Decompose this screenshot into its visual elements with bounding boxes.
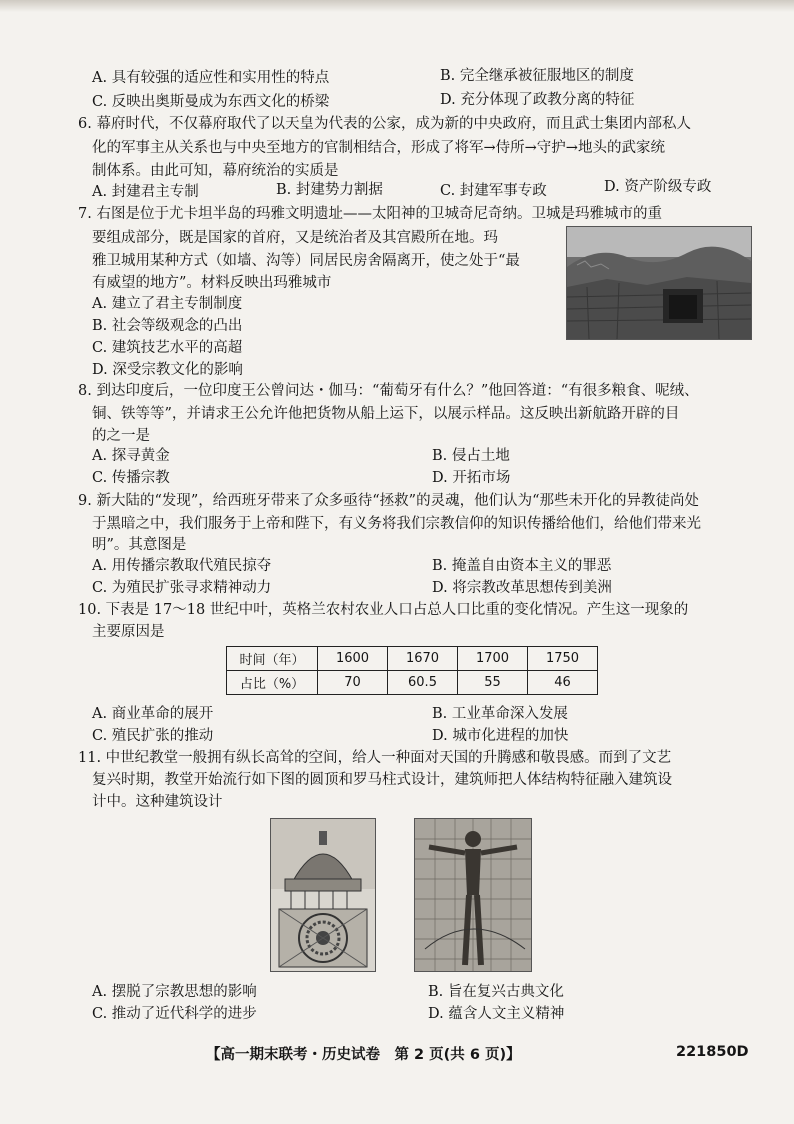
- q5-option-c[interactable]: C. 反映出奥斯曼成为东西文化的桥梁: [92, 94, 330, 110]
- q7-option-b[interactable]: B. 社会等级观念的凸出: [92, 318, 243, 334]
- q6-option-c[interactable]: C. 封建军事专政: [440, 183, 547, 199]
- q7-stem-line3: 雅卫城用某种方式（如墙、沟等）同居民房舍隔离开，使之处于“最: [92, 253, 520, 269]
- table-cell-share: 60.5: [388, 671, 458, 695]
- q7-stem-line4: 有威望的地方”。材料反映出玛雅城市: [92, 275, 332, 291]
- q8-option-d[interactable]: D. 开拓市场: [432, 470, 511, 486]
- rural-population-table: [226, 646, 598, 695]
- table-cell-year: 1700: [458, 647, 528, 671]
- q9-stem-line3: 明”。其意图是: [92, 537, 187, 553]
- table-cell-year: 1670: [388, 647, 458, 671]
- q10-stem-line1: 10. 下表是 17～18 世纪中叶，英格兰农村农业人口占总人口比重的变化情况。产生这一现象的: [78, 602, 689, 618]
- q11-stem-line2: 复兴时期，教堂开始流行如下图的圆顶和罗马柱式设计，建筑师把人体结构特征融入建筑设: [92, 772, 672, 788]
- q11-stem-line1: 11. 中世纪教堂一般拥有纵长高耸的空间，给人一种面对天国的升腾感和敬畏感。而到了文艺: [78, 750, 672, 766]
- q11-stem-line3: 计中。这种建筑设计: [92, 794, 223, 810]
- q8-option-a[interactable]: A. 探寻黄金: [92, 448, 170, 464]
- q9-option-b[interactable]: B. 掩盖自由资本主义的罪恶: [432, 558, 612, 574]
- table-cell-year: 1600: [318, 647, 388, 671]
- q8-stem-line2: 铜、铁等等”，并请求王公允许他把货物从船上运下，以展示样品。这反映出新航路开辟的目: [92, 406, 680, 422]
- maya-citadel-photo: [566, 226, 752, 340]
- table-cell-share: 70: [318, 671, 388, 695]
- q6-stem-line3: 制体系。由此可知，幕府统治的实质是: [92, 163, 339, 179]
- q7-stem-line1: 7. 右图是位于尤卡坦半岛的玛雅文明遗址——太阳神的卫城奇尼奇纳。卫城是玛雅城市的重: [78, 206, 662, 222]
- q5-option-a[interactable]: A. 具有较强的适应性和实用性的特点: [92, 70, 330, 86]
- q10-option-a[interactable]: A. 商业革命的展开: [92, 706, 214, 722]
- q9-option-a[interactable]: A. 用传播宗教取代殖民掠夺: [92, 558, 272, 574]
- dome-design-drawing: [270, 818, 376, 972]
- q6-option-a[interactable]: A. 封建君主专制: [92, 184, 199, 200]
- scan-edge: [0, 0, 794, 12]
- q5-option-b[interactable]: B. 完全继承被征服地区的制度: [440, 68, 634, 84]
- q9-stem-line2: 于黑暗之中，我们服务于上帝和陛下，有义务将我们宗教信仰的知识传播给他们，给他们带来光: [92, 516, 701, 532]
- q7-stem-line2: 要组成部分，既是国家的首府，又是统治者及其宫殿所在地。玛: [92, 230, 498, 246]
- q10-option-c[interactable]: C. 殖民扩张的推动: [92, 728, 214, 744]
- q11-option-c[interactable]: C. 推动了近代科学的进步: [92, 1006, 257, 1022]
- q6-option-d[interactable]: D. 资产阶级专政: [604, 179, 712, 195]
- q11-option-b[interactable]: B. 旨在复兴古典文化: [428, 984, 564, 1000]
- q7-option-a[interactable]: A. 建立了君主专制制度: [92, 296, 243, 312]
- q7-option-c[interactable]: C. 建筑技艺水平的高超: [92, 340, 243, 356]
- q10-option-b[interactable]: B. 工业革命深入发展: [432, 706, 568, 722]
- q9-option-d[interactable]: D. 将宗教改革思想传到美洲: [432, 580, 612, 596]
- q8-stem-line1: 8. 到达印度后，一位印度王公曾问达・伽马：“葡萄牙有什么？”他回答道：“有很多粮食、呢绒、: [78, 383, 699, 399]
- q9-stem-line1: 9. 新大陆的“发现”，给西班牙带来了众多亟待“拯救”的灵魂，他们认为“那些未开化的异教徒尚处: [78, 493, 700, 509]
- table-header-share: 占比（%）: [227, 671, 318, 695]
- table-cell-share: 55: [458, 671, 528, 695]
- q11-option-d[interactable]: D. 蕴含人文主义精神: [428, 1006, 565, 1022]
- q8-option-c[interactable]: C. 传播宗教: [92, 470, 170, 486]
- q6-stem-line1: 6. 幕府时代，不仅幕府取代了以天皇为代表的公家，成为新的中央政府，而且武士集团内部私人: [78, 116, 691, 132]
- vitruvian-man-drawing: [414, 818, 532, 972]
- page-footer-code: 221850D: [676, 1044, 749, 1060]
- q8-option-b[interactable]: B. 侵占土地: [432, 448, 510, 464]
- q6-stem-line2: 化的军事主从关系也与中央至地方的官制相结合，形成了将军→侍所→守护→地头的武家统: [92, 140, 665, 156]
- q10-option-d[interactable]: D. 城市化进程的加快: [432, 728, 569, 744]
- q9-option-c[interactable]: C. 为殖民扩张寻求精神动力: [92, 580, 272, 596]
- page-footer-title: 【高一期末联考・历史试卷 第 2 页(共 6 页)】: [206, 1047, 521, 1063]
- q6-option-b[interactable]: B. 封建势力割据: [276, 182, 383, 198]
- q11-option-a[interactable]: A. 摆脱了宗教思想的影响: [92, 984, 257, 1000]
- q10-stem-line2: 主要原因是: [92, 624, 165, 640]
- table-cell-year: 1750: [528, 647, 598, 671]
- table-row-shares: [227, 671, 598, 695]
- table-cell-share: 46: [528, 671, 598, 695]
- q5-option-d[interactable]: D. 充分体现了政教分离的特征: [440, 92, 635, 108]
- table-row-years: [227, 647, 598, 671]
- q8-stem-line3: 的之一是: [92, 428, 150, 444]
- q7-option-d[interactable]: D. 深受宗教文化的影响: [92, 362, 243, 378]
- table-header-year: 时间（年）: [227, 647, 318, 671]
